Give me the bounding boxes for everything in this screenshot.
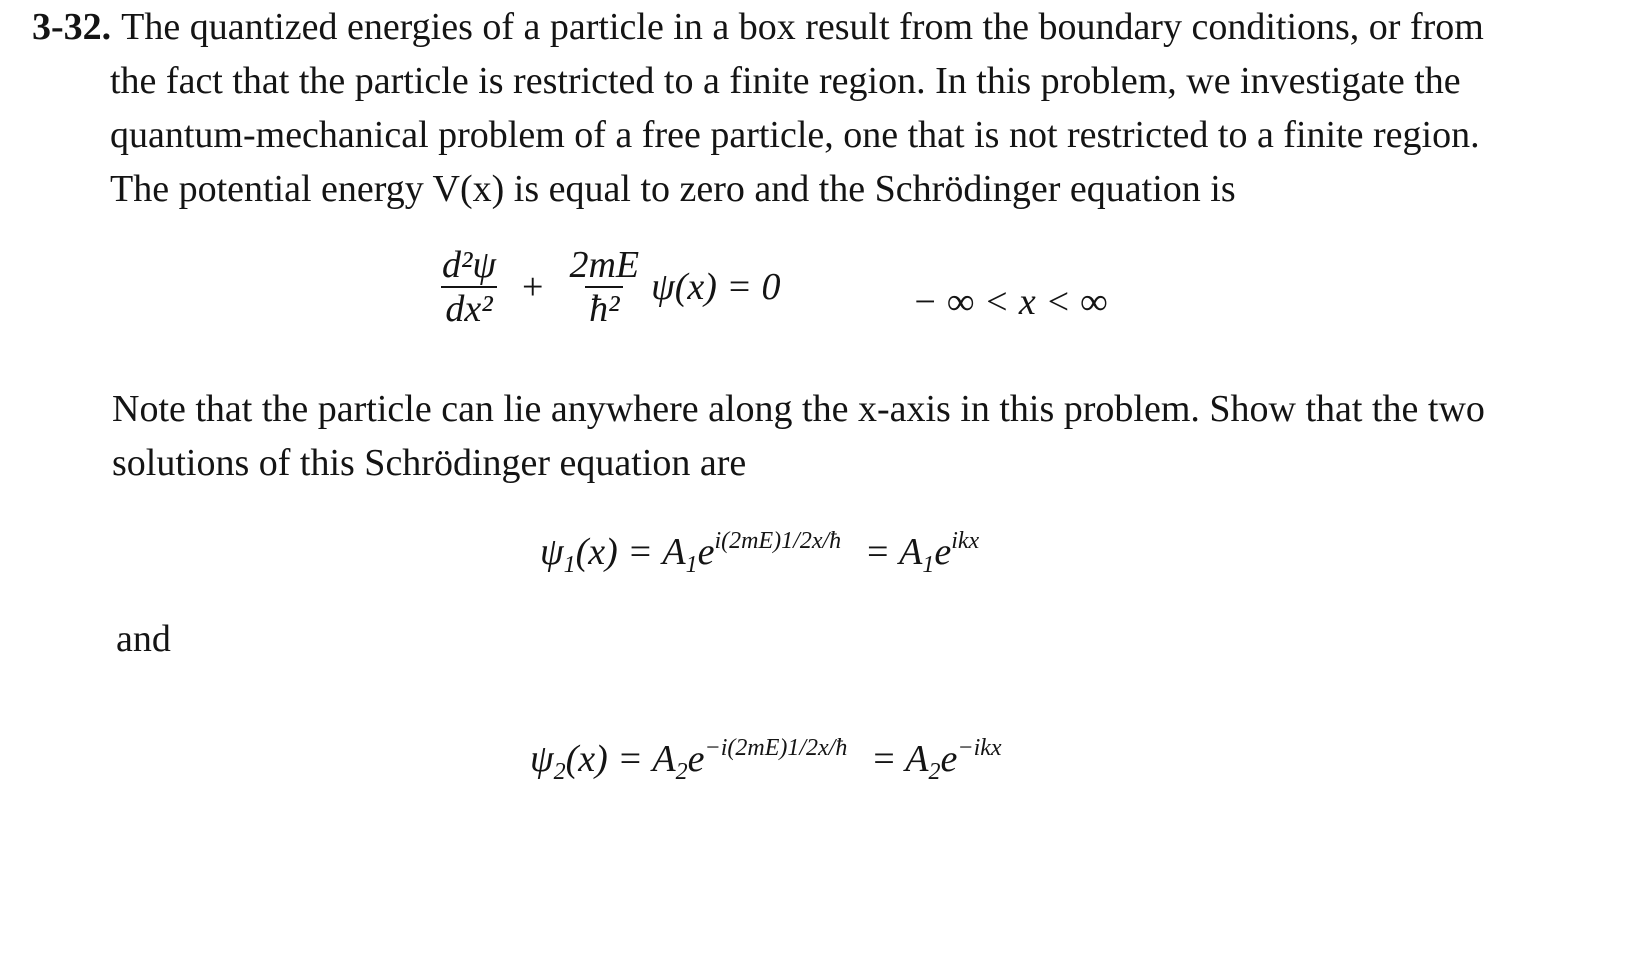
problem-line-4: The potential energy V(x) is equal to zero and the Schrödinger equation is [110, 168, 1236, 210]
fraction-denominator: ħ² [585, 286, 623, 330]
schrodinger-equation [430, 244, 781, 330]
problem-line-1: 3-32. The quantized energies of a particle in a box result from the boundary conditions, or from [32, 6, 1484, 48]
note-line-2: solutions of this Schrödinger equation are [112, 442, 747, 484]
fraction-denominator: dx² [441, 286, 496, 330]
exponent: −i(2mE)1/2x/ħ [704, 735, 848, 761]
exponent: ikx [951, 528, 980, 554]
note-paragraph [112, 382, 1485, 490]
exponent: −ikx [957, 735, 1002, 761]
equation-rest: ψ(x) = 0 [651, 266, 781, 308]
note-line-1: Note that the particle can lie anywhere along the x-axis in this problem. Show that the two [112, 388, 1485, 430]
domain-range: − ∞ < x < ∞ [912, 281, 1108, 323]
problem-number: 3-32. [32, 6, 112, 48]
second-derivative-fraction [438, 244, 500, 330]
solution-psi-1: $\psi_1(x) = A_1e^{i(2mE)1/2x/ħ} = A_1e^{ikx}$ [540, 528, 980, 578]
problem-statement [32, 0, 1484, 216]
problem-line-2: the fact that the particle is restricted to a finite region. In this problem, we investigate the [110, 60, 1461, 102]
problem-line-3: quantum-mechanical problem of a free particle, one that is not restricted to a finite region. [110, 114, 1480, 156]
solution-psi-2: $\psi_2(x) = A_2e^{-i(2mE)1/2x/ħ} = A_2e^{-ikx}$ [530, 735, 1002, 785]
fraction-numerator: d²ψ [442, 244, 496, 286]
fraction-numerator: 2mE [569, 244, 640, 286]
plus-sign: + [522, 266, 544, 308]
energy-fraction [565, 244, 643, 330]
and-connector: and [116, 618, 171, 660]
exponent: i(2mE)1/2x/ħ [714, 528, 842, 554]
